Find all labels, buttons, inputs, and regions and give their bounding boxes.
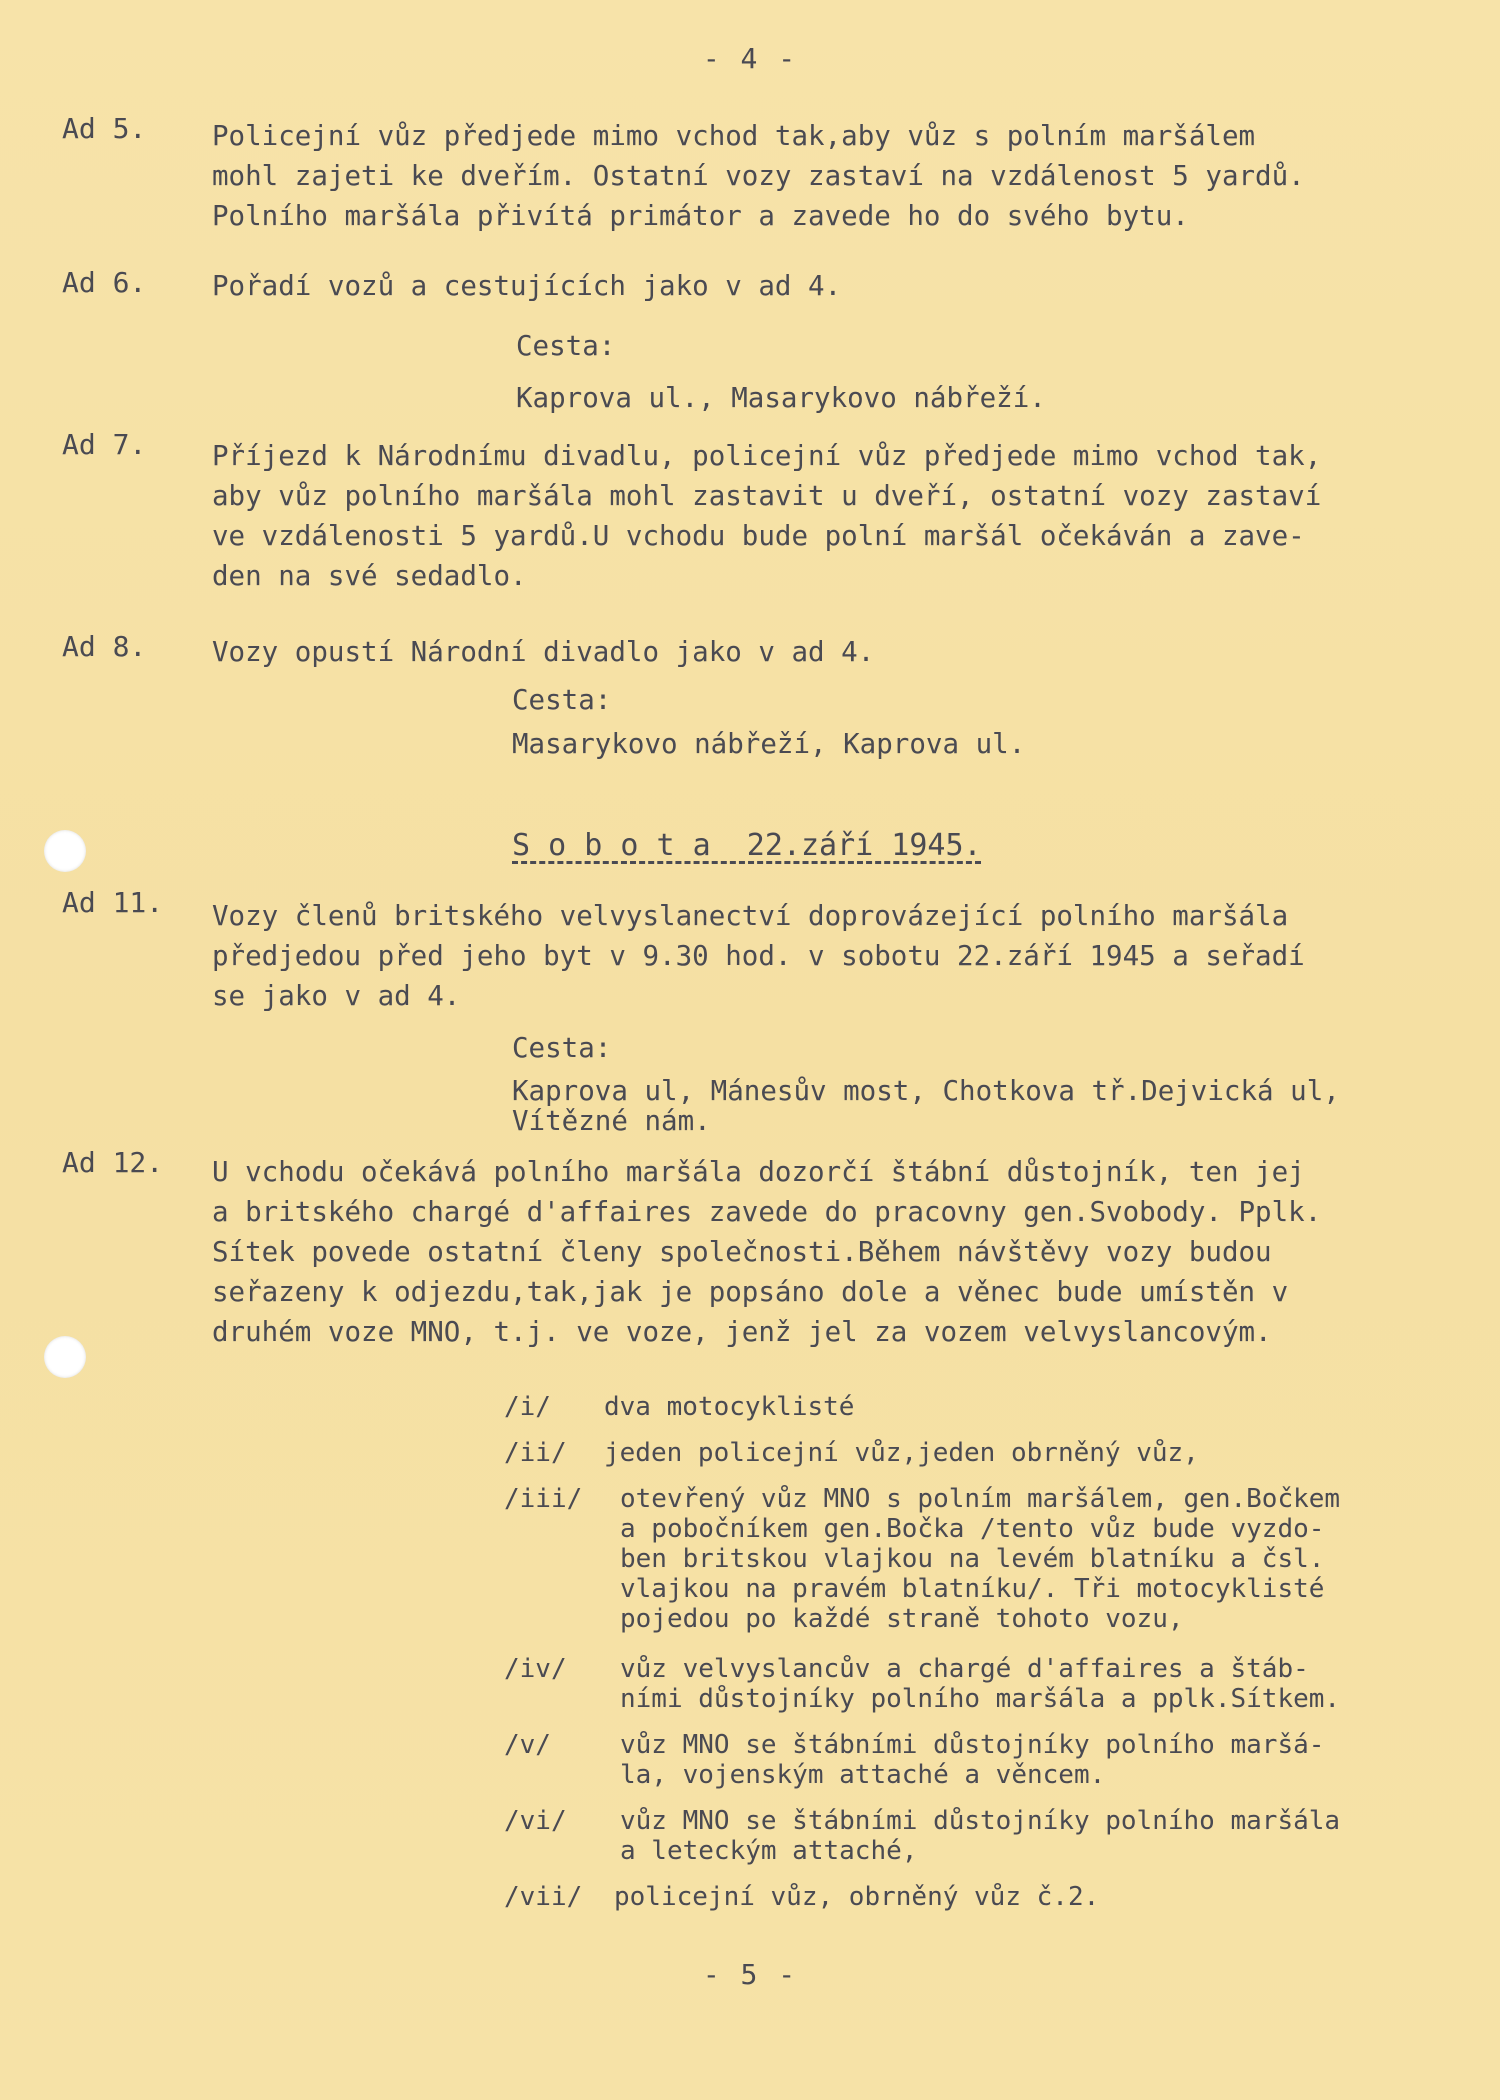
ad12-line: a britského chargé d'affaires zavede do pracovny gen.Svobody. Pplk.	[212, 1196, 1322, 1228]
list-item-text: a pobočníkem gen.Bočka /tento vůz bude vyzdo-	[620, 1514, 1325, 1544]
ad11-line: Vozy členů britského velvyslanectví doprovázející polního maršála	[212, 900, 1289, 932]
list-marker: /iii/	[504, 1484, 583, 1514]
list-marker: /ii/	[504, 1438, 567, 1468]
list-item-text: a leteckým attaché,	[620, 1836, 918, 1866]
list-marker: /vii/	[504, 1882, 583, 1912]
ad12-label: Ad 12.	[62, 1146, 164, 1179]
list-item-text: policejní vůz, obrněný vůz č.2.	[614, 1882, 1100, 1912]
ad11-route-line: Kaprova ul, Mánesův most, Chotkova tř.Dejvická ul,	[512, 1075, 1340, 1107]
ad7-line: aby vůz polního maršála mohl zastavit u dveří, ostatní vozy zastaví	[212, 480, 1322, 512]
ad6-label: Ad 6.	[62, 266, 147, 299]
list-item-text: otevřený vůz MNO s polním maršálem, gen.Bočkem	[620, 1484, 1341, 1514]
ad7-line: ve vzdálenosti 5 yardů.U vchodu bude polní maršál očekáván a zave-	[212, 520, 1305, 552]
list-item-text: vůz MNO se štábními důstojníky polního maršála	[620, 1806, 1341, 1836]
ad6-route: Kaprova ul., Masarykovo nábřeží.	[516, 382, 1046, 414]
list-marker: /iv/	[504, 1654, 567, 1684]
ad7-line: den na své sedadlo.	[212, 560, 527, 592]
ad12-line: seřazeny k odjezdu,tak,jak je popsáno dole a věnec bude umístěn v	[212, 1276, 1289, 1308]
ad11-route-line: Vítězné nám.	[512, 1105, 711, 1137]
ad11-line: předjedou před jeho byt v 9.30 hod. v sobotu 22.září 1945 a seřadí	[212, 940, 1305, 972]
list-item-text: vlajkou na pravém blatníku/. Tři motocyklisté	[620, 1574, 1325, 1604]
list-item-text: la, vojenským attaché a věncem.	[620, 1760, 1106, 1790]
ad5-line: Policejní vůz předjede mimo vchod tak,aby vůz s polním maršálem	[212, 120, 1256, 152]
page-number-top: - 4 -	[702, 42, 798, 75]
ad11-label: Ad 11.	[62, 886, 164, 919]
ad12-paragraph	[212, 1152, 1487, 1352]
ad12-line: druhém voze MNO, t.j. ve voze, jenž jel za vozem velvyslancovým.	[212, 1316, 1272, 1348]
list-item-text: vůz velvyslancův a chargé d'affaires a štáb-	[620, 1654, 1309, 1684]
ad5-line: mohl zajeti ke dveřím. Ostatní vozy zastaví na vzdálenost 5 yardů.	[212, 160, 1305, 192]
punch-hole	[44, 1336, 86, 1378]
ad11-route-label: Cesta:	[512, 1032, 612, 1064]
list-item-text: dva motocyklisté	[604, 1392, 855, 1422]
ad7-line: Příjezd k Národnímu divadlu, policejní vůz předjede mimo vchod tak,	[212, 440, 1322, 472]
ad7-label: Ad 7.	[62, 428, 147, 461]
ad8-route: Masarykovo nábřeží, Kaprova ul.	[512, 728, 1026, 760]
list-marker: /vi/	[504, 1806, 567, 1836]
ad5-line: Polního maršála přivítá primátor a zavede ho do svého bytu.	[212, 200, 1189, 232]
list-item-text: ben britskou vlajkou na levém blatníku a čsl.	[620, 1544, 1325, 1574]
list-marker: /i/	[504, 1392, 551, 1422]
ad6-text: Pořadí vozů a cestujících jako v ad 4.	[212, 270, 842, 302]
list-item-text: ními důstojníky polního maršála a pplk.Sítkem.	[620, 1684, 1341, 1714]
ad12-line: U vchodu očekává polního maršála dozorčí štábní důstojník, ten jej	[212, 1156, 1305, 1188]
ad12-line: Sítek povede ostatní členy společnosti.Během návštěvy vozy budou	[212, 1236, 1272, 1268]
list-item-text: pojedou po každé straně tohoto vozu,	[620, 1604, 1184, 1634]
ad5-paragraph	[212, 116, 1487, 236]
ad8-text: Vozy opustí Národní divadlo jako v ad 4.	[212, 636, 875, 668]
list-item-text: jeden policejní vůz,jeden obrněný vůz,	[604, 1438, 1199, 1468]
ad11-route	[512, 1076, 1340, 1136]
ad11-paragraph	[212, 896, 1487, 1016]
page-number-bottom: - 5 -	[702, 1958, 798, 1991]
section-heading: S o b o t a 22.září 1945.	[512, 828, 982, 863]
ad5-label: Ad 5.	[62, 112, 147, 145]
ad7-paragraph	[212, 436, 1487, 596]
punch-hole	[44, 830, 86, 872]
list-marker: /v/	[504, 1730, 551, 1760]
ad11-line: se jako v ad 4.	[212, 980, 461, 1012]
list-item-text: vůz MNO se štábními důstojníky polního maršá-	[620, 1730, 1325, 1760]
ad8-label: Ad 8.	[62, 630, 147, 663]
ad8-route-label: Cesta:	[512, 684, 612, 716]
ad6-route-label: Cesta:	[516, 330, 616, 362]
